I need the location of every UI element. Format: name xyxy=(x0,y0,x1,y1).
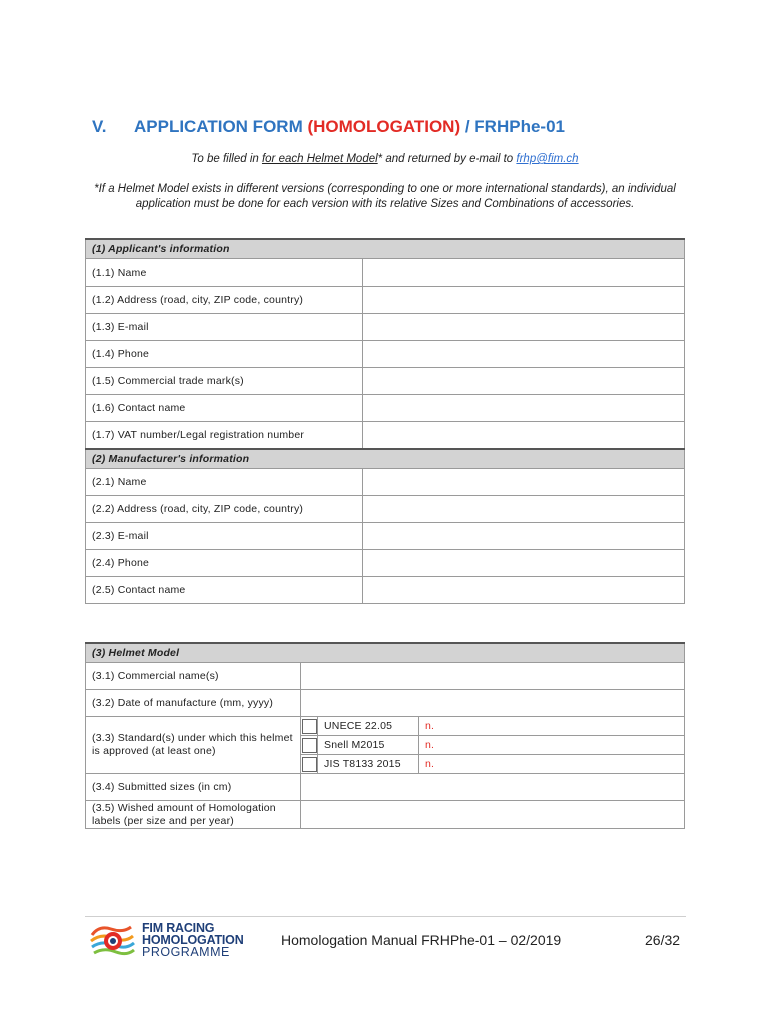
section-title: (2) Manufacturer's information xyxy=(86,449,685,469)
table-row xyxy=(86,774,685,801)
field-label: (3.4) Submitted sizes (in cm) xyxy=(86,774,301,801)
heading-title: APPLICATION FORM xyxy=(134,117,308,136)
field-label: (2.2) Address (road, city, ZIP code, country) xyxy=(86,495,363,522)
logo-line-3: PROGRAMME xyxy=(142,945,230,959)
standard-number[interactable]: n. xyxy=(419,736,685,755)
logo-line-2: HOMOLOGATION xyxy=(142,933,244,947)
table-row xyxy=(86,259,685,287)
table-row xyxy=(86,287,685,314)
standard-name: UNECE 22.05 xyxy=(318,717,419,736)
table-row xyxy=(86,468,685,495)
field-label: (2.4) Phone xyxy=(86,549,363,576)
table-row xyxy=(86,314,685,341)
standard-checkbox[interactable] xyxy=(301,736,318,755)
intro-asterisk: * xyxy=(377,153,383,165)
table-row xyxy=(86,663,685,690)
field-label: (1.1) Name xyxy=(86,259,363,287)
field-label: (3.1) Commercial name(s) xyxy=(86,663,301,690)
field-input[interactable] xyxy=(363,395,685,422)
field-label: (3.5) Wished amount of Homologation labels (per size and per year) xyxy=(86,801,301,829)
field-input[interactable] xyxy=(363,576,685,603)
field-label: (2.1) Name xyxy=(86,468,363,495)
intro-text-a: To be filled in xyxy=(191,153,262,165)
logo-text xyxy=(142,922,244,959)
table-row xyxy=(86,495,685,522)
field-input[interactable] xyxy=(363,314,685,341)
intro-underlined: for each Helmet Model xyxy=(261,153,378,165)
intro-note: *If a Helmet Model exists in different versions (corresponding to one or more international standards), an individual application must be done for each version with its relative Sizes and Combinations of accessories. xyxy=(94,183,676,210)
helmet-model-table xyxy=(85,642,685,829)
field-label: (1.6) Contact name xyxy=(86,395,363,422)
section-header-applicant xyxy=(86,239,685,259)
field-label: (1.7) VAT number/Legal registration number xyxy=(86,422,363,449)
field-input[interactable] xyxy=(301,690,685,717)
heading-form-code: / FRHPhe-01 xyxy=(460,117,565,136)
field-label: (1.3) E-mail xyxy=(86,314,363,341)
field-input[interactable] xyxy=(363,287,685,314)
field-input[interactable] xyxy=(363,422,685,449)
footer-divider xyxy=(85,916,686,917)
intro-text-b: and returned by e-mail to xyxy=(382,153,517,165)
email-link[interactable]: frhp@fim.ch xyxy=(516,153,579,165)
standard-name: Snell M2015 xyxy=(318,736,419,755)
section-heading xyxy=(92,117,565,137)
standard-checkbox[interactable] xyxy=(301,717,318,736)
section-title: (3) Helmet Model xyxy=(86,643,685,663)
standard-number[interactable]: n. xyxy=(419,717,685,736)
page-number: 26/32 xyxy=(645,932,681,948)
section-number: V. xyxy=(92,117,107,136)
checkbox-icon xyxy=(302,757,317,772)
table-row xyxy=(86,395,685,422)
table-row xyxy=(86,690,685,717)
field-input[interactable] xyxy=(301,801,685,829)
field-label: (1.2) Address (road, city, ZIP code, country) xyxy=(86,287,363,314)
field-input[interactable] xyxy=(301,663,685,690)
section-header-manufacturer xyxy=(86,449,685,469)
footer-title: Homologation Manual FRHPhe-01 – 02/2019 xyxy=(281,932,562,948)
table-row xyxy=(86,341,685,368)
section-title: (1) Applicant's information xyxy=(86,239,685,259)
field-label: (1.4) Phone xyxy=(86,341,363,368)
field-input[interactable] xyxy=(363,259,685,287)
heading-homologation: (HOMOLOGATION) xyxy=(307,117,461,136)
field-input[interactable] xyxy=(363,341,685,368)
table-row xyxy=(86,717,685,736)
logo-line-1: FIM RACING xyxy=(142,921,215,935)
table-row xyxy=(86,422,685,449)
table-row xyxy=(86,368,685,395)
table-row xyxy=(86,522,685,549)
field-input[interactable] xyxy=(363,549,685,576)
field-label: (2.3) E-mail xyxy=(86,522,363,549)
intro-instruction xyxy=(85,153,685,165)
standard-name: JIS T8133 2015 xyxy=(318,755,419,774)
field-input[interactable] xyxy=(363,468,685,495)
table-row xyxy=(86,549,685,576)
checkbox-icon xyxy=(302,738,317,753)
table-row xyxy=(86,801,685,829)
standard-number[interactable]: n. xyxy=(419,755,685,774)
field-label: (2.5) Contact name xyxy=(86,576,363,603)
field-input[interactable] xyxy=(363,368,685,395)
field-label: (3.3) Standard(s) under which this helmet is approved (at least one) xyxy=(86,717,301,774)
field-label: (1.5) Commercial trade mark(s) xyxy=(86,368,363,395)
checkbox-icon xyxy=(302,719,317,734)
field-input[interactable] xyxy=(301,774,685,801)
standard-checkbox[interactable] xyxy=(301,755,318,774)
table-row xyxy=(86,576,685,603)
field-input[interactable] xyxy=(363,522,685,549)
info-table xyxy=(85,238,685,604)
field-label: (3.2) Date of manufacture (mm, yyyy) xyxy=(86,690,301,717)
field-input[interactable] xyxy=(363,495,685,522)
section-header-helmet xyxy=(86,643,685,663)
